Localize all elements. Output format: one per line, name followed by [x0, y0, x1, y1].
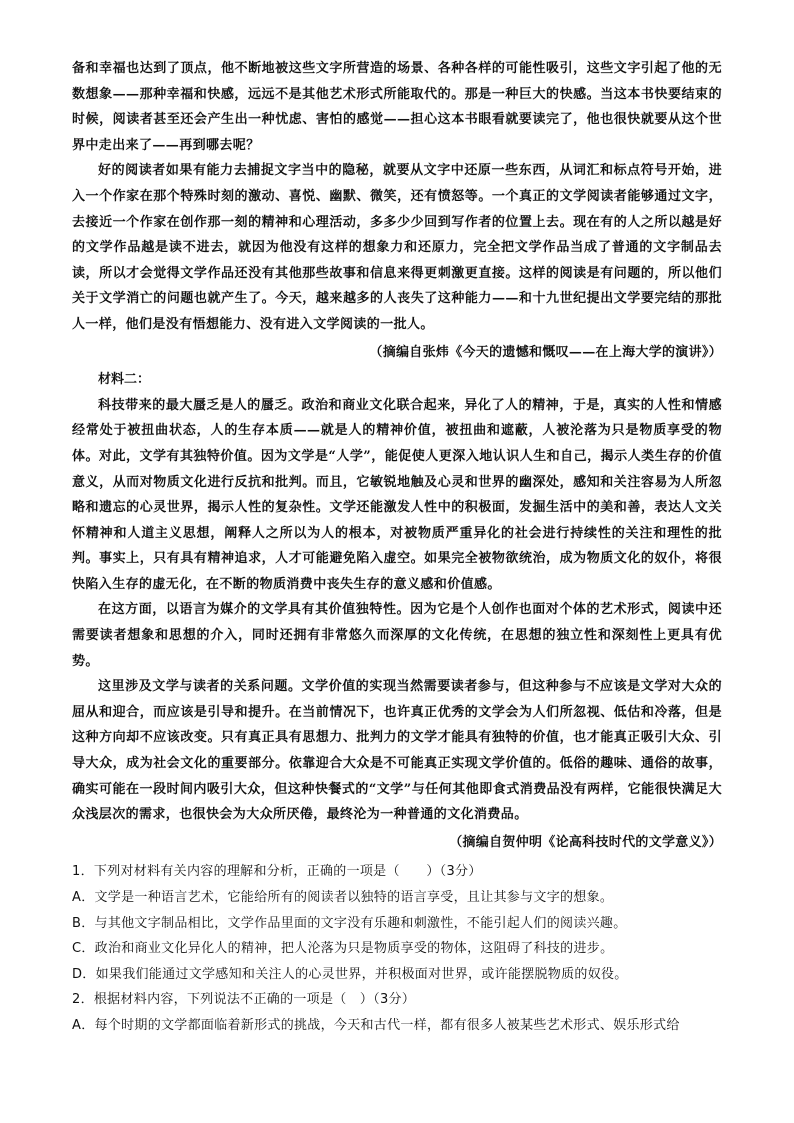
passage-paragraph: 在这方面，以语言为媒介的文学具有其价值独特性。因为它是个人创作也面对个体的艺术形式，阅读中还需要读者想象和思想的介入，同时还拥有非常悠久而深厚的文化传统，在思想的独立性和深刻性上更具有优势。: [72, 602, 722, 669]
source-citation: （摘编自张炜《今天的遗憾和慨叹——在上海大学的演讲》）: [369, 344, 722, 360]
option-a[interactable]: A．文学是一种语言艺术，它能给所有的阅读者以独特的语言享受，且让其参与文字的想象。: [72, 890, 614, 905]
passage-paragraph: 科技带来的最大蜃乏是人的蜃乏。政治和商业文化联合起来，异化了人的精神，于是，真实的人性和情感经常处于被扭曲状态，人的生存本质——就是人的精神价值，被扭曲和遮蔽，人被沦落为只是物质享受的物体。对此，文学有其独特价值。因为文学是“人学”，能促使人更深入地认识人生和自己，揭示人类生存的价值意义，从而对物质文化进行反抗和批判。而且，它敏锐地触及心灵和世界的幽深处，感知和关注容易为人所忽略和遗忘的心灵世界，揭示人性的复杂性。文学还能激发人性中的积极面，发掘生活中的美和善，表达人文关怀精神和人道主义思想，阐释人之所以为人的根本，对被物质严重异化的社会进行持续性的关注和理性的批判。事实上，只有具有精神追求，人才可能避免陷入虚空。如果完全被物欲统治，成为物质文化的奴仆，将很快陷入生存的虚无化，在不断的物质消费中丧失生存的意义感和价值感。: [72, 397, 722, 592]
passage-paragraph: 这里涉及文学与读者的关系问题。文学价值的实现当然需要读者参与，但这种参与不应该是文学对大众的屈从和迎合，而应该是引导和提升。在当前情况下，也许真正优秀的文学会为人们所忽视、低估和冷落，但是这种方向却不应该改变。只有真正具有思想力、批判力的文学才能具有独特的价值，也才能真正吸引大众、引导大众，成为社会文化的重要部分。依靠迎合大众是不可能真正实现文学价值的。低俗的趣味、通俗的故事，确实可能在一段时间内吸引大众，但这种快餐式的“文学”与任何其他即食式消费品没有两样，它能很快满足大众浅层次的需求，也很快会为大众所厌倦，最终沦为一种普通的文化消费品。: [72, 679, 722, 823]
option-d[interactable]: D．如果我们能通过文学感知和关注人的心灵世界，并积极面对世界，或许能摆脱物质的奴役。: [72, 966, 628, 982]
passage-paragraph: 备和幸福也达到了顶点，他不断地被这些文字所营造的场景、各种各样的可能性吸引，这些文字引起了他的无数想象——那种幸福和快感，远远不是其他艺术形式所能取代的。那是一种巨大的快感。当这本书快要结束的时候，阅读者甚至还会产生出一种忧虑、害怕的感觉——担心这本书眼看就要读完了，他也很快就要从这个世界中走出来了——再到哪去呢？: [72, 61, 722, 153]
option-a[interactable]: A．每个时期的文学都面临着新形式的挑战，今天和古代一样，都有很多人被某些艺术形式、娱乐形式给: [72, 1017, 680, 1033]
material-label: 材料二：: [98, 372, 151, 388]
source-citation: （摘编自贺仲明《论高科技时代的文学意义》）: [449, 834, 722, 850]
exam-page: [72, 56, 722, 1039]
passage-paragraph: 好的阅读者如果有能力去捕捉文字当中的隐秘，就要从文字中还原一些东西，从词汇和标点符号开始，进入一个作家在那个特殊时刻的激动、喜悦、幽默、微笑，还有愤怒等。一个真正的文学阅读者能够通过文字，去接近一个作家在创作那一刻的精神和心理活动，多多少少回到写作者的位置上去。现在有的人之所以越是好的文学作品越是读不进去，就因为他没有这样的想象力和还原力，完全把文学作品当成了普通的文字制品去读，所以才会觉得文学作品还没有其他那些故事和信息来得更刺激更直接。这样的阅读是有问题的，所以他们关于文学消亡的问题也就产生了。今天，越来越多的人丧失了这种能力——和十九世纪提出文学要完结的那批人一样，他们是没有悟想能力、没有进入文学阅读的一批人。: [72, 163, 722, 332]
option-c[interactable]: C．政治和商业文化异化人的精神，把人沦落为只是物质享受的物体，这阻碍了科技的进步。: [72, 941, 614, 957]
question-stem: 1．下列对材料有关内容的理解和分析，正确的一项是（ ）（3分）: [72, 864, 482, 880]
question-stem: 2．根据材料内容，下列说法不正确的一项是（ ）（3分）: [72, 992, 416, 1008]
option-b[interactable]: B．与其他文字制品相比，文学作品里面的文字没有乐趣和刺激性，不能引起人们的阅读兴趣。: [72, 915, 627, 931]
